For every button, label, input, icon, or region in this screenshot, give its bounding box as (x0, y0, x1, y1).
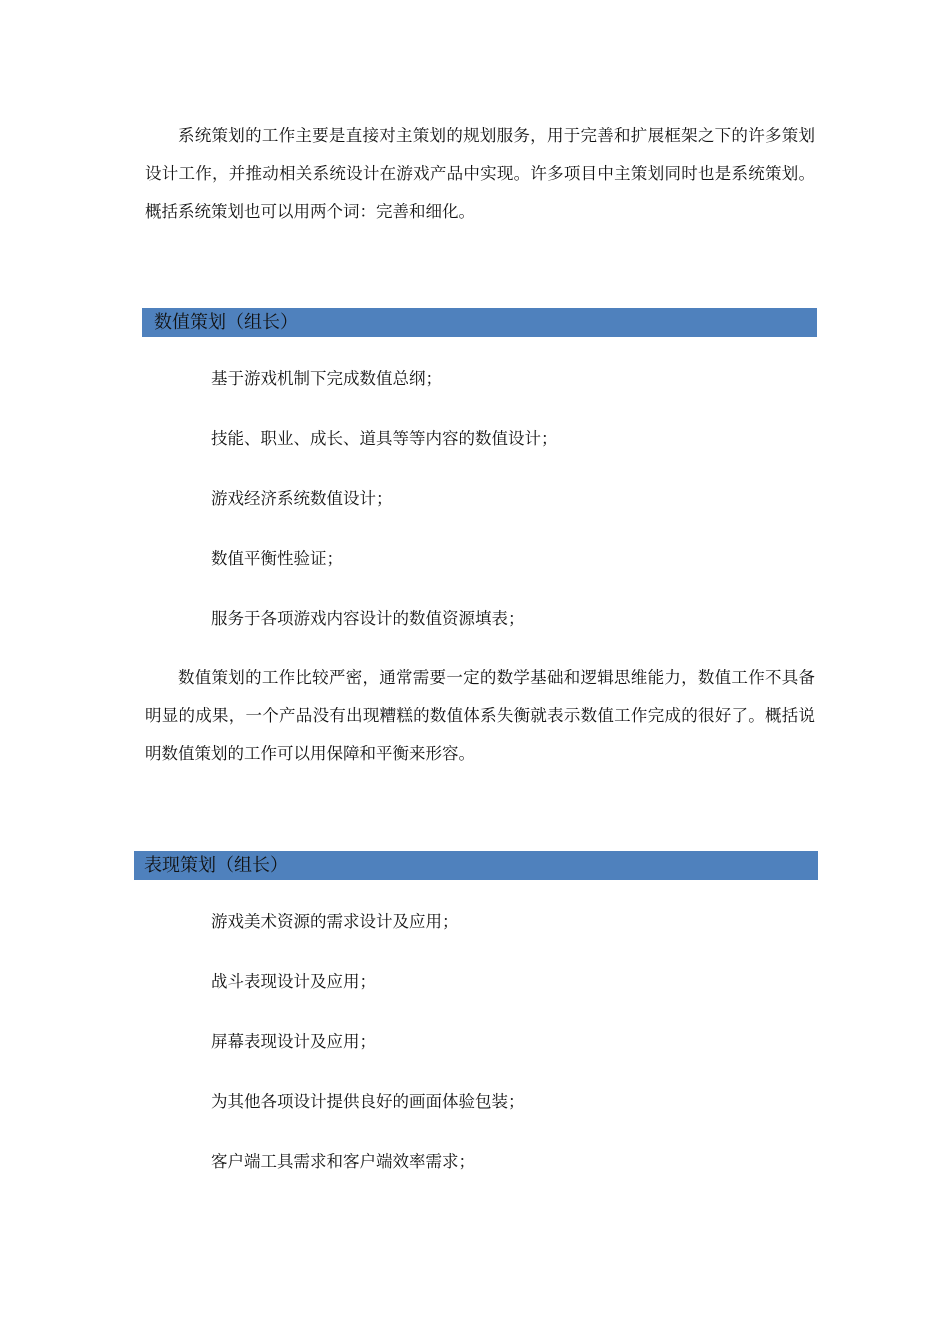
list-item: 屏幕表现设计及应用； (211, 1032, 376, 1051)
list-item: 基于游戏机制下完成数值总纲； (211, 369, 442, 388)
list-item: 游戏美术资源的需求设计及应用； (211, 912, 459, 931)
numeric-duties-list (211, 369, 558, 669)
list-item: 技能、职业、成长、道具等等内容的数值设计； (211, 429, 558, 448)
list-item: 客户端工具需求和客户端效率需求； (211, 1152, 475, 1171)
list-item: 为其他各项设计提供良好的画面体验包装； (211, 1092, 525, 1111)
list-item: 服务于各项游戏内容设计的数值资源填表； (211, 609, 525, 628)
visual-duties-list (211, 912, 525, 1212)
numeric-summary-paragraph: 数值策划的工作比较严密，通常需要一定的数学基础和逻辑思维能力，数值工作不具备明显的成果，一个产品没有出现糟糕的数值体系失衡就表示数值工作完成的很好了。概括说明数值策划的工作可以用保障和平衡来形容。 (145, 668, 815, 763)
section-heading-visual-planning: 表现策划（组长） (134, 851, 818, 880)
list-item: 游戏经济系统数值设计； (211, 489, 393, 508)
intro-paragraph: 系统策划的工作主要是直接对主策划的规划服务，用于完善和扩展框架之下的许多策划设计工作，并推动相关系统设计在游戏产品中实现。许多项目中主策划同时也是系统策划。概括系统策划也可以用两个词：完善和细化。 (145, 126, 815, 221)
section-heading-numeric-planning: 数值策划（组长） (142, 308, 817, 337)
list-item: 战斗表现设计及应用； (211, 972, 376, 991)
list-item: 数值平衡性验证； (211, 549, 343, 568)
